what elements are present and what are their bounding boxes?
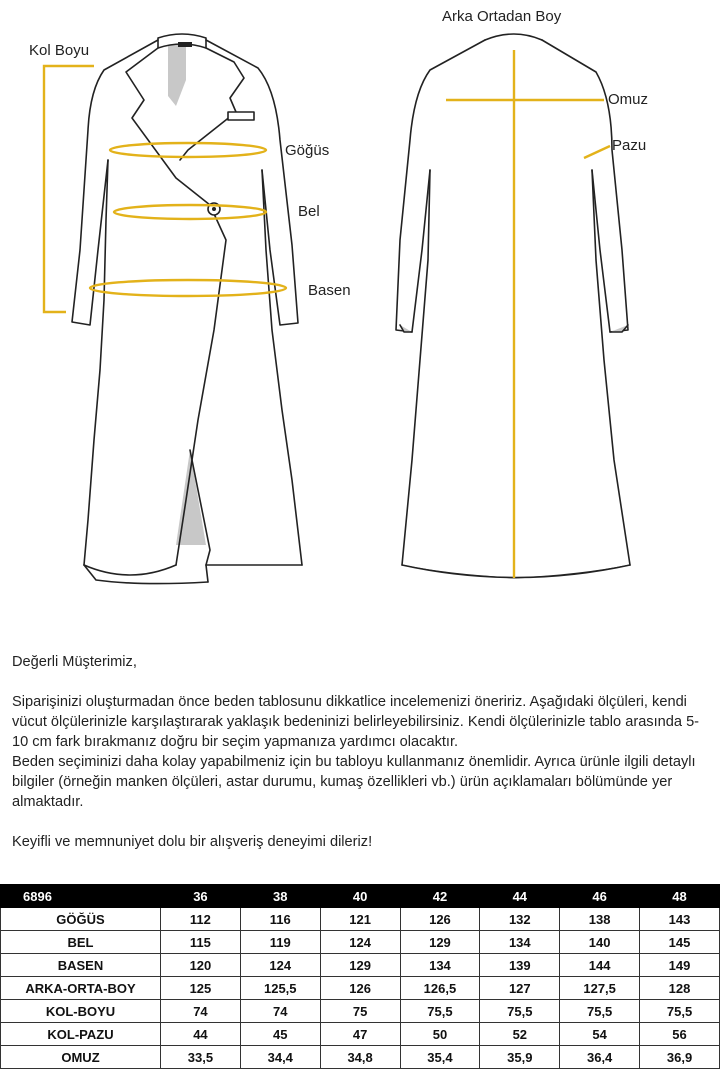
value-cell: 119 bbox=[240, 931, 320, 954]
message-paragraph-1: Siparişinizi oluşturmadan önce beden tablosunu dikkatlice incelemenizi öneririz. Aşağıdaki ölçüleri, kendi vücut ölçülerinizle karşılaştırarak yaklaşık bedeninizi belirleyebilirsiniz. Kendi ölçülerinizle tablo arasında 5-10 cm fark bırakmanız doğru bir seçim yapmanıza yardımcı olacaktır. bbox=[12, 694, 700, 750]
value-cell: 139 bbox=[480, 954, 560, 977]
value-cell: 36,9 bbox=[640, 1046, 720, 1069]
value-cell: 129 bbox=[320, 954, 400, 977]
value-cell: 120 bbox=[161, 954, 241, 977]
size-header: 46 bbox=[560, 885, 640, 908]
size-header: 42 bbox=[400, 885, 480, 908]
value-cell: 47 bbox=[320, 1023, 400, 1046]
value-cell: 149 bbox=[640, 954, 720, 977]
measurement-lines bbox=[44, 50, 610, 578]
value-cell: 74 bbox=[240, 1000, 320, 1023]
size-header: 44 bbox=[480, 885, 560, 908]
value-cell: 124 bbox=[240, 954, 320, 977]
label-basen: Basen bbox=[308, 282, 351, 299]
table-row bbox=[1, 931, 720, 954]
label-pazu: Pazu bbox=[612, 137, 647, 154]
value-cell: 127,5 bbox=[560, 977, 640, 1000]
value-cell: 126 bbox=[400, 908, 480, 931]
value-cell: 145 bbox=[640, 931, 720, 954]
closing-line: Keyifli ve memnuniyet dolu bir alışveriş deneyimi dileriz! bbox=[12, 834, 373, 850]
value-cell: 54 bbox=[560, 1023, 640, 1046]
label-arka-orta-boy: Arka Ortadan Boy bbox=[442, 8, 562, 25]
value-cell: 45 bbox=[240, 1023, 320, 1046]
value-cell: 125,5 bbox=[240, 977, 320, 1000]
size-table bbox=[0, 884, 720, 1069]
model-code-header: 6896 bbox=[1, 885, 161, 908]
value-cell: 75,5 bbox=[560, 1000, 640, 1023]
value-cell: 44 bbox=[161, 1023, 241, 1046]
value-cell: 35,9 bbox=[480, 1046, 560, 1069]
size-header: 48 bbox=[640, 885, 720, 908]
measure-name-cell: KOL-PAZU bbox=[1, 1023, 161, 1046]
size-header: 40 bbox=[320, 885, 400, 908]
table-row bbox=[1, 908, 720, 931]
measure-name-cell: OMUZ bbox=[1, 1046, 161, 1069]
value-cell: 138 bbox=[560, 908, 640, 931]
measure-name-cell: BEL bbox=[1, 931, 161, 954]
value-cell: 116 bbox=[240, 908, 320, 931]
kol-boyu-line bbox=[44, 66, 94, 312]
value-cell: 34,4 bbox=[240, 1046, 320, 1069]
coat-front-drawing bbox=[72, 34, 302, 584]
value-cell: 112 bbox=[161, 908, 241, 931]
value-cell: 128 bbox=[640, 977, 720, 1000]
value-cell: 126 bbox=[320, 977, 400, 1000]
value-cell: 124 bbox=[320, 931, 400, 954]
value-cell: 33,5 bbox=[161, 1046, 241, 1069]
table-row bbox=[1, 1000, 720, 1023]
value-cell: 115 bbox=[161, 931, 241, 954]
customer-message bbox=[12, 652, 712, 852]
value-cell: 74 bbox=[161, 1000, 241, 1023]
measure-name-cell: GÖĞÜS bbox=[1, 908, 161, 931]
value-cell: 125 bbox=[161, 977, 241, 1000]
value-cell: 127 bbox=[480, 977, 560, 1000]
value-cell: 50 bbox=[400, 1023, 480, 1046]
value-cell: 75,5 bbox=[640, 1000, 720, 1023]
value-cell: 121 bbox=[320, 908, 400, 931]
table-row bbox=[1, 954, 720, 977]
value-cell: 132 bbox=[480, 908, 560, 931]
measure-name-cell: KOL-BOYU bbox=[1, 1000, 161, 1023]
value-cell: 126,5 bbox=[400, 977, 480, 1000]
measure-name-cell: BASEN bbox=[1, 954, 161, 977]
value-cell: 34,8 bbox=[320, 1046, 400, 1069]
value-cell: 75,5 bbox=[480, 1000, 560, 1023]
label-omuz: Omuz bbox=[608, 91, 649, 108]
value-cell: 140 bbox=[560, 931, 640, 954]
value-cell: 144 bbox=[560, 954, 640, 977]
message-paragraph-2: Beden seçiminizi daha kolay yapabilmeniz için bu tabloyu kullanmanız önemlidir. Ayrıca ürünle ilgili detaylı bilgiler (örneğin manken ölçüleri, astar durumu, kumaş özellikleri vb.) ürün açıklamaları bölümünde yer almaktadır. bbox=[12, 754, 696, 810]
table-row bbox=[1, 977, 720, 1000]
value-cell: 129 bbox=[400, 931, 480, 954]
size-header: 36 bbox=[161, 885, 241, 908]
label-gogus: Göğüs bbox=[285, 142, 330, 159]
pazu-line bbox=[584, 146, 610, 158]
label-kol-boyu: Kol Boyu bbox=[29, 42, 90, 59]
measure-name-cell: ARKA-ORTA-BOY bbox=[1, 977, 161, 1000]
table-row bbox=[1, 1023, 720, 1046]
value-cell: 52 bbox=[480, 1023, 560, 1046]
size-header: 38 bbox=[240, 885, 320, 908]
value-cell: 36,4 bbox=[560, 1046, 640, 1069]
label-bel: Bel bbox=[298, 203, 320, 220]
table-row bbox=[1, 1046, 720, 1069]
value-cell: 56 bbox=[640, 1023, 720, 1046]
greeting: Değerli Müşterimiz, bbox=[12, 654, 137, 670]
bel-ellipse bbox=[114, 205, 266, 219]
value-cell: 134 bbox=[400, 954, 480, 977]
value-cell: 143 bbox=[640, 908, 720, 931]
size-table-header-row bbox=[1, 885, 720, 908]
value-cell: 75,5 bbox=[400, 1000, 480, 1023]
basen-ellipse bbox=[90, 280, 286, 296]
value-cell: 75 bbox=[320, 1000, 400, 1023]
value-cell: 35,4 bbox=[400, 1046, 480, 1069]
value-cell: 134 bbox=[480, 931, 560, 954]
